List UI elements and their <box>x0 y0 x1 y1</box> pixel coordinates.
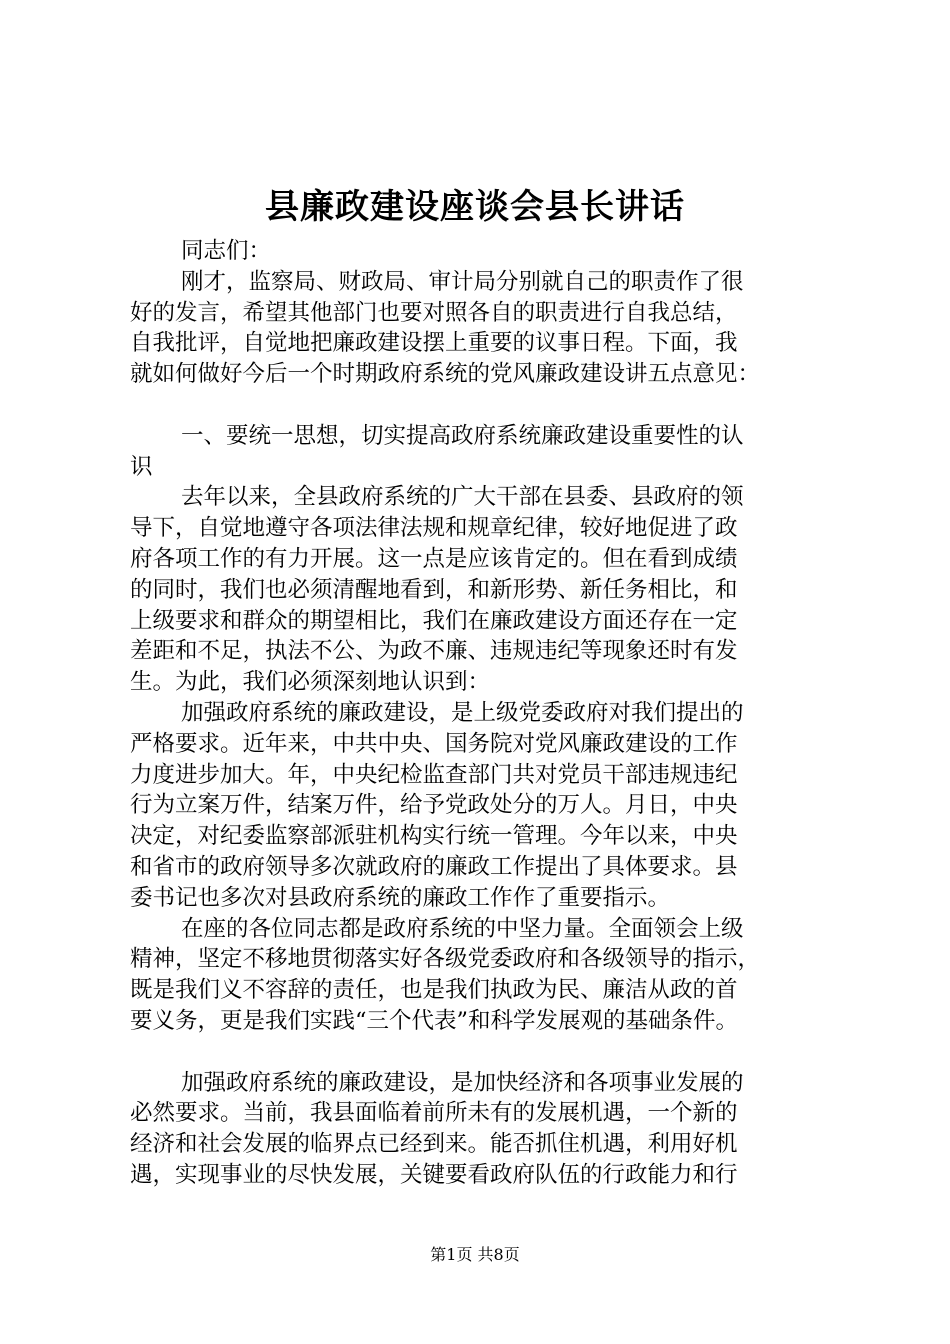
text-line: 去年以来，全县政府系统的广大干部在县委、县政府的领 <box>181 484 744 511</box>
text-line: 导下，自觉地遵守各项法律法规和规章纪律，较好地促进了政 <box>130 515 738 542</box>
text-line: 行为立案万件，结案万件，给予党政处分的万人。月日，中央 <box>130 792 738 819</box>
text-line: 上级要求和群众的期望相比，我们在廉政建设方面还存在一定 <box>130 607 738 634</box>
paragraph-spacer <box>130 1037 842 1068</box>
text-line: 刚才，监察局、财政局、审计局分别就自己的职责作了很 <box>181 268 744 295</box>
text-line: 经济和社会发展的临界点已经到来。能否抓住机遇，利用好机 <box>130 1131 738 1158</box>
text-line: 就如何做好今后一个时期政府系统的党风廉政建设讲五点意见： <box>130 361 761 388</box>
text-line: 府各项工作的有力开展。这一点是应该肯定的。但在看到成绩 <box>130 545 738 572</box>
text-line: 的同时，我们也必须清醒地看到，和新形势、新任务相比，和 <box>130 576 738 603</box>
text-line: 加强政府系统的廉政建设，是加快经济和各项事业发展的 <box>181 1069 744 1096</box>
salutation-line: 同志们： <box>181 238 272 264</box>
text-line: 决定，对纪委监察部派驻机构实行统一管理。今年以来，中央 <box>130 823 738 850</box>
text-line: 既是我们义不容辞的责任，也是我们执政为民、廉洁从政的首 <box>130 977 738 1004</box>
text-line: 委书记也多次对县政府系统的廉政工作作了重要指示。 <box>130 884 671 911</box>
document-title: 县廉政建设座谈会县长讲话 <box>265 187 685 227</box>
text-line: 力度进步加大。年，中央纪检监查部门共对党员干部违规违纪 <box>130 761 738 788</box>
text-line: 严格要求。近年来，中共中央、国务院对党风廉政建设的工作 <box>130 730 738 757</box>
text-line: 差距和不足，执法不公、为政不廉、违规违纪等现象还时有发 <box>130 638 738 665</box>
text-line: 必然要求。当前，我县面临着前所未有的发展机遇，一个新的 <box>130 1100 738 1127</box>
text-line: 加强政府系统的廉政建设，是上级党委政府对我们提出的 <box>181 699 744 726</box>
text-line: 和省市的政府领导多次就政府的廉政工作提出了具体要求。县 <box>130 853 738 880</box>
document-body <box>130 236 842 1191</box>
page-number-footer: 第1页 共8页 <box>430 1245 520 1264</box>
section-heading-line: 识 <box>130 453 153 480</box>
text-line: 自我批评，自觉地把廉政建设摆上重要的议事日程。下面，我 <box>130 330 738 357</box>
paragraph-spacer <box>130 390 842 421</box>
text-line: 精神，坚定不移地贯彻落实好各级党委政府和各级领导的指示， <box>130 946 761 973</box>
text-line: 在座的各位同志都是政府系统的中坚力量。全面领会上级 <box>181 915 744 942</box>
text-line: 遇，实现事业的尽快发展，关键要看政府队伍的行政能力和行 <box>130 1161 738 1188</box>
text-line: 生。为此，我们必须深刻地认识到： <box>130 669 491 696</box>
text-line: 好的发言，希望其他部门也要对照各自的职责进行自我总结， <box>130 299 738 326</box>
section-heading-line: 一、要统一思想，切实提高政府系统廉政建设重要性的认 <box>181 422 744 449</box>
text-line: 要义务，更是我们实践“三个代表”和科学发展观的基础条件。 <box>130 1007 739 1034</box>
